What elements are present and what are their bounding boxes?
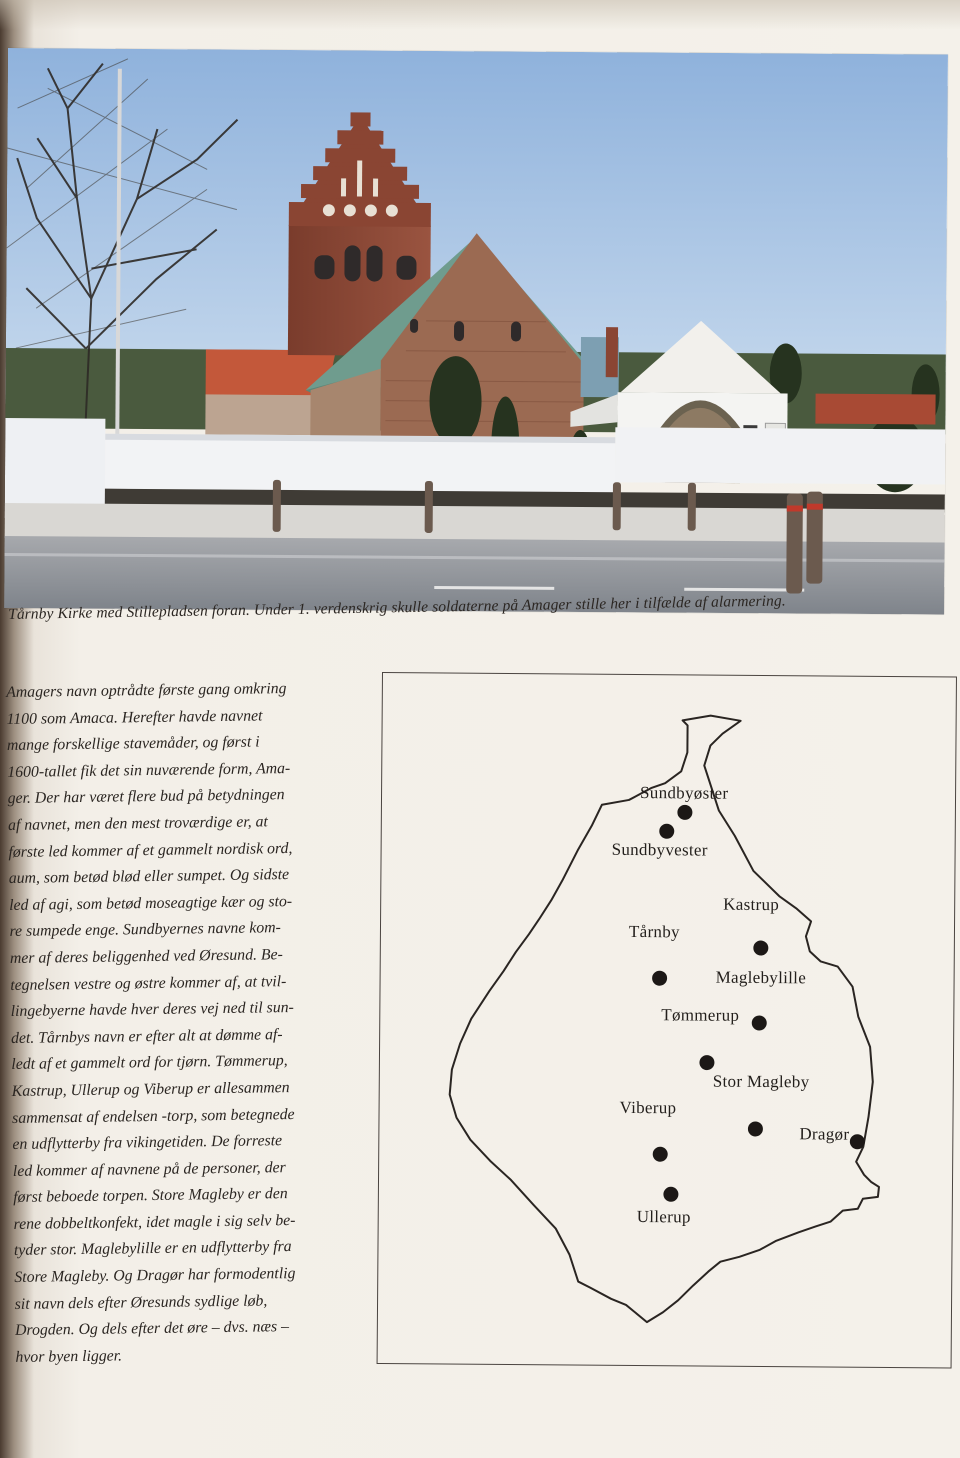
map-label-stor-magleby: Stor Magleby: [712, 1071, 810, 1092]
map-dot-maglebylille: [752, 1015, 767, 1030]
body-line: 1100 som Amaca. Herefter havde navnet: [6, 707, 263, 728]
map-label-tarnby: Tårnby: [628, 921, 680, 942]
body-line: af navnet, men den mest troværdige er, at: [7, 813, 268, 834]
body-line: Kastrup, Ullerup og Viberup er allesammen: [11, 1078, 290, 1100]
page-top-shadow: [0, 0, 960, 30]
body-line: sit navn dels efter Øresunds sydlige løb,: [14, 1292, 268, 1313]
map-dot-ullerup: [663, 1187, 678, 1202]
body-line: Drogden. Og dels efter det øre – dvs. næs –: [14, 1318, 290, 1340]
map-label-viberup: Viberup: [619, 1097, 677, 1118]
map-dot-dragor: [850, 1134, 865, 1149]
body-line: tyder stor. Maglebylille er en udflytterby fra: [13, 1238, 292, 1260]
body-line: re sumpede enge. Sundbyernes navne kom-: [9, 919, 281, 941]
church-photo: [4, 48, 948, 615]
map-dot-stor-magleby: [748, 1121, 763, 1136]
map-dot-tarnby: [652, 971, 667, 986]
body-line: led af agi, som betød moseagtige kær og sto-: [9, 892, 293, 914]
body-line: Store Magleby. Og Dragør har formodentlig: [14, 1265, 296, 1287]
body-text: [6, 675, 366, 1371]
map-dot-tommerup: [699, 1055, 714, 1070]
map-label-maglebylille: Maglebylille: [715, 967, 807, 988]
body-line: først beboede torpen. Store Magleby er den: [13, 1185, 288, 1207]
body-line: hvor byen ligger.: [15, 1347, 123, 1366]
map-label-ullerup: Ullerup: [636, 1207, 691, 1227]
body-line: mange forskellige stavemåder, og først i: [6, 733, 260, 755]
map-dot-kastrup: [753, 940, 768, 955]
map-dot-sundbyoster: [677, 805, 692, 820]
amager-map: [377, 672, 957, 1368]
map-dot-viberup: [653, 1147, 668, 1162]
body-line: Amagers navn optrådte første gang omkring: [6, 680, 287, 701]
body-line: første led kommer af et gammelt nordisk ord,: [8, 839, 293, 861]
body-line: mer af deres beliggenhed ved Øresund. Be-: [9, 946, 283, 967]
map-label-tommerup: Tømmerup: [661, 1005, 740, 1025]
body-line: aum, som betød blød eller sumpet. Og sidste: [8, 866, 290, 888]
body-line: led kommer af navnene på de personer, der: [12, 1158, 286, 1180]
body-line: rene dobbeltkonfekt, idet magle i sig selv be-: [13, 1211, 296, 1233]
map-dot-sundbyvester: [659, 824, 674, 839]
map-label-sundbyoster: Sundbyøster: [639, 783, 729, 803]
map-label-kastrup: Kastrup: [723, 894, 780, 915]
body-line: sammensat af endelsen -torp, som betegnede: [11, 1105, 295, 1127]
body-line: 1600-tallet fik det sin nuværende form, Ama-: [7, 759, 291, 781]
photo-caption: Tårnby Kirke med Stillepladsen foran. Under 1. verdenskrig skulle soldaterne på Amager stille her i tilfælde af alarmering.: [8, 592, 786, 623]
body-line: ledt af et gammelt ord for tjørn. Tømmerup,: [11, 1052, 288, 1074]
body-line: ger. Der har været flere bud på betydningen: [7, 786, 285, 808]
map-label-dragor: Dragør: [799, 1124, 850, 1144]
body-line: det. Tårnbys navn er efter alt at dømme af-: [10, 1025, 283, 1047]
body-line: en udflytterby fra vikingetiden. De forreste: [12, 1132, 283, 1154]
body-line: tegnelsen vestre og østre kommer af, at tvil-: [10, 972, 287, 994]
body-line: lingebyerne havde hver deres vej ned til sun-: [10, 999, 294, 1021]
map-label-sundbyvester: Sundbyvester: [611, 839, 708, 860]
